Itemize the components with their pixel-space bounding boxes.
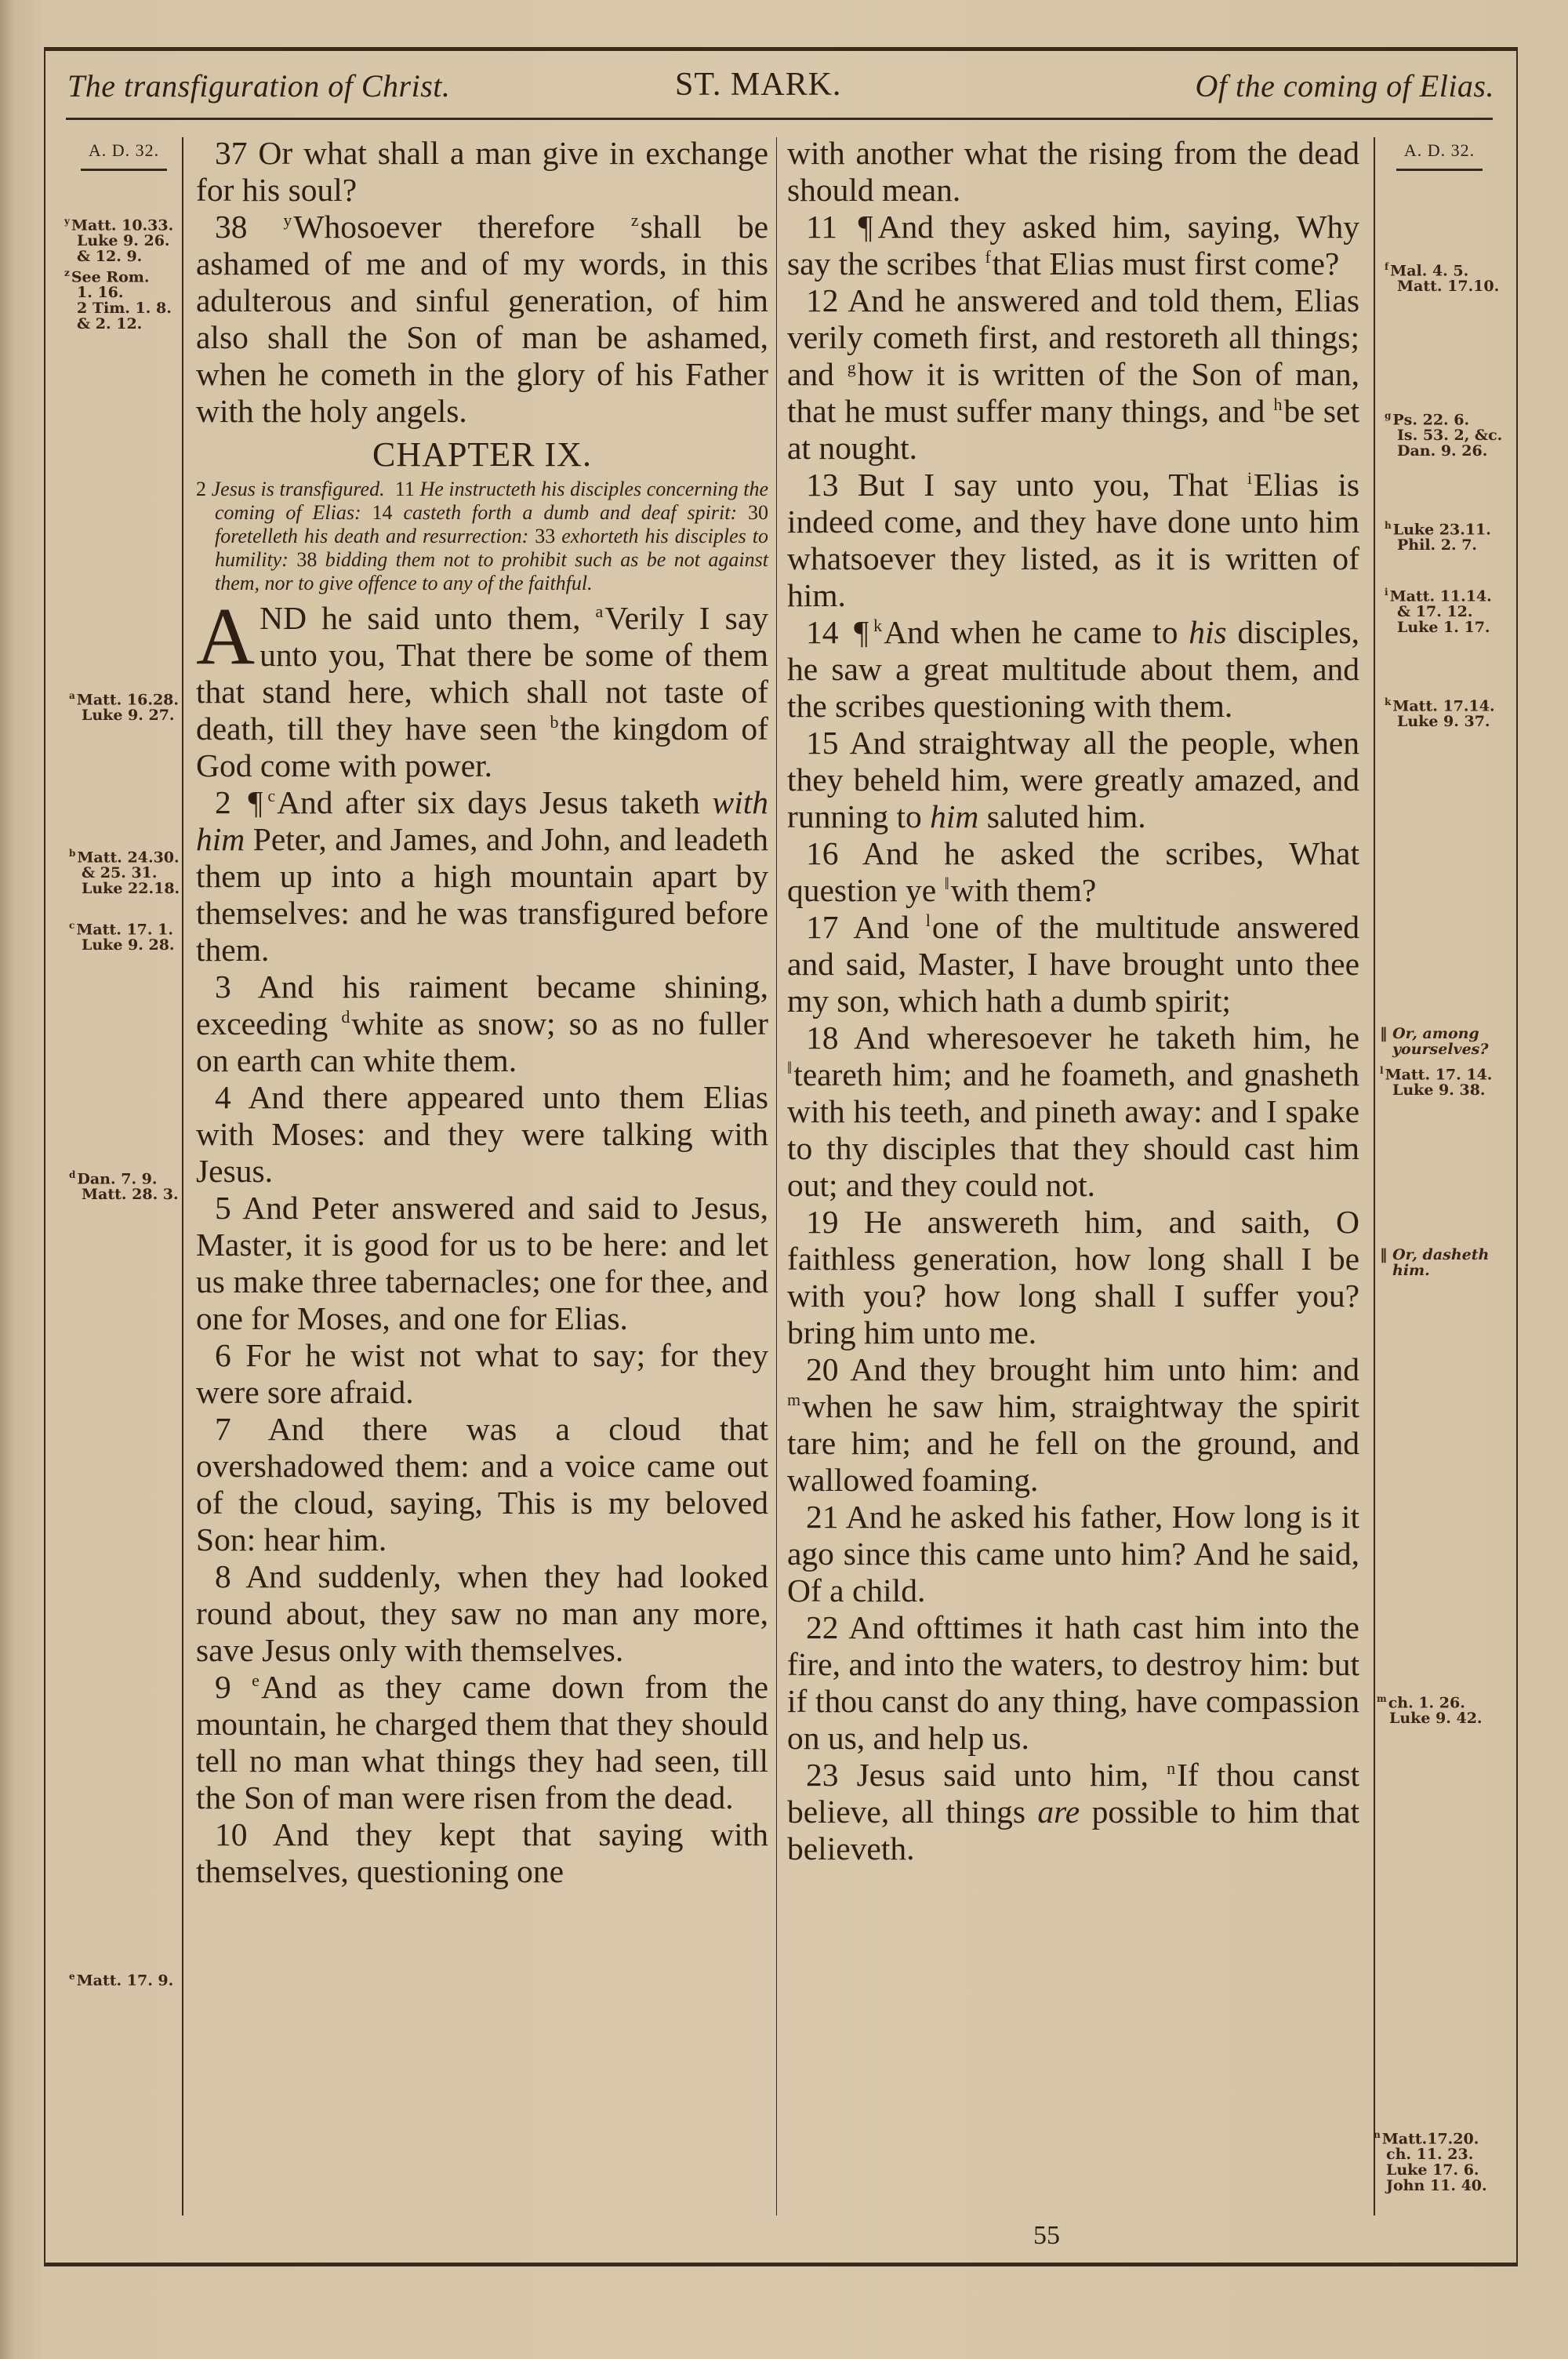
- verse-9-20: 20 And they brought him unto him: and $^m$when he saw him, straightway the spirit tare him; and he fell on the ground, and wallowed foaming.: [787, 1351, 1359, 1498]
- verse-9-9: 9 $^e$And as they came down from the mountain, he charged them that they should tell no man what things they had seen, till the Son of man were risen from the dead.: [196, 1669, 769, 1816]
- reference-note-z: $^z$ See Rom. 1. 16. 2 Tim. 1. 8. & 2. 12.: [64, 267, 172, 333]
- verse-8-38: 38 $^y$Whosoever therefore $^z$shall be ashamed of me and of my words, in this adulterous and sinful generation, of him also shall the Son of man be ashamed, when he cometh in the glory of his Father with the holy angels.: [196, 209, 768, 429]
- reference-note-e: $^e$ Matt. 17. 9.: [69, 1971, 174, 1990]
- date-label-right: A. D. 32.: [1403, 140, 1475, 160]
- verse-9-17: 17 And $^l$one of the multitude answered and said, Master, I have brought unto thee my son, which hath a dumb spirit;: [787, 909, 1359, 1019]
- verse-9-4: 4 And there appeared unto them Elias with Moses: and they were talking with Jesus.: [196, 1079, 768, 1189]
- reference-note-i: $^i$ Matt. 11.14. & 17. 12. Luke 1. 17.: [1385, 587, 1492, 637]
- verse-9-14: 14 ¶ $^k$And when he came to his disciples, he saw a great multitude about them, and the scribes questioning with them.: [787, 614, 1360, 724]
- reference-note-a: $^a$ Matt. 16.28. Luke 9. 27.: [69, 690, 180, 725]
- running-head-left: The transfiguration of Christ.: [67, 67, 451, 104]
- pilcrow-icon: ¶: [854, 614, 869, 650]
- verse-9-3: 3 And his raiment became shining, exceeding $^d$white as snow; so as no fuller on earth can white them.: [196, 969, 769, 1078]
- verse-9-5: 5 And Peter answered and said to Jesus, Master, it is good for us to be here: and let us make three tabernacles; one for thee, and one for Moses, and one for Elias.: [196, 1190, 768, 1336]
- reference-note-n: $^n$ Matt.17.20. ch. 11. 23. Luke 17. 6. John 11. 40.: [1374, 2129, 1487, 2195]
- verse-9-21: 21 And he asked his father, How long is it ago since this came unto him? And he said, Of a child.: [787, 1499, 1359, 1608]
- reference-note-l: $^l$ Matt. 17. 14. Luke 9. 38.: [1380, 1065, 1493, 1100]
- pilcrow-icon: ¶: [858, 209, 873, 245]
- verse-9-6: 6 For he wist not what to say; for they were sore afraid.: [196, 1337, 769, 1410]
- text-column-left: [196, 135, 768, 1890]
- reference-note-k: $^k$ Matt. 17.14. Luke 9. 37.: [1385, 696, 1495, 731]
- verse-9-19: 19 He answereth him, and saith, O faithless generation, how long shall I be with you? how long shall I suffer you? bring him unto me.: [787, 1204, 1360, 1350]
- running-head-book: ST. MARK.: [675, 67, 842, 103]
- verse-9-22: 22 And ofttimes it hath cast him into the fire, and into the waters, to destroy him: but if thou canst do any thing, have compassion on us, and help us.: [787, 1609, 1359, 1756]
- reference-note-y: $^y$ Matt. 10.33. Luke 9. 26. & 12. 9.: [64, 216, 174, 266]
- date-label-left: A. D. 32.: [88, 140, 160, 160]
- verse-8-37: 37 Or what shall a man give in exchange for his soul?: [196, 135, 768, 208]
- verse-9-7: 7 And there was a cloud that overshadowed them: and a voice came out of the cloud, saying, This is my beloved Son: hear him.: [196, 1411, 768, 1558]
- running-head-right: Of the coming of Elias.: [1195, 67, 1494, 104]
- reference-note-g: $^g$ Ps. 22. 6. Is. 53. 2, &c. Dan. 9. 26.: [1385, 410, 1503, 460]
- header-rule: [66, 118, 1493, 120]
- verse-9-13: 13 But I say unto you, That $^i$Elias is indeed come, and they have done unto him whatsoever they listed, as it is written of him.: [787, 467, 1360, 613]
- verse-9-18: 18 And wheresoever he taketh him, he ‖teareth him; and he foameth, and gnasheth with his teeth, and pineth away: and I spake to thy disciples that they should cast him out; and they could not.: [787, 1020, 1359, 1203]
- verse-9-10: 10 And they kept that saying with themselves, questioning one: [196, 1816, 768, 1889]
- chapter-summary: 2 Jesus is transfigured. 11 He instructeth his disciples concerning the coming of Elias: 14 casteth forth a dumb and deaf spirit: 30 foretelleth his death and resurrection: 33 exhorteth his disciples to humility: 38 bidding them not to prohibit such as be not against them, nor to give offence to any of the faithful.: [196, 478, 769, 594]
- verse-9-12: 12 And he answered and told them, Elias verily cometh first, and restoreth all things; and $^g$how it is written of the Son of man, that he must suffer many things, and $^h$be set at nought.: [787, 282, 1360, 466]
- alternate-reading-dasheth: ‖ Or, dasheth him.: [1380, 1246, 1490, 1279]
- column-rule-right: [1374, 137, 1375, 2215]
- column-rule-center: [776, 137, 777, 2215]
- date-rule-right: [1396, 169, 1483, 171]
- verse-9-10-continued: with another what the rising from the dead should mean.: [787, 135, 1359, 208]
- running-head: [67, 63, 1494, 108]
- verse-9-23: 23 Jesus said unto him, $^n$If thou canst believe, all things are possible to him that believeth.: [787, 1757, 1360, 1866]
- alternate-reading-among-yourselves: ‖ Or, among yourselves?: [1380, 1025, 1489, 1058]
- chapter-heading: CHAPTER IX.: [372, 435, 592, 474]
- verse-9-16: 16 And he asked the scribes, What question ye ‖with them?: [787, 835, 1359, 908]
- verse-9-11: 11 ¶ And they asked him, saying, Why say the scribes $^f$that Elias must first come?: [787, 209, 1359, 282]
- reference-note-d: $^d$ Dan. 7. 9. Matt. 28. 3.: [69, 1169, 179, 1204]
- column-rule-left: [182, 137, 183, 2215]
- reference-note-c: $^c$ Matt. 17. 1. Luke 9. 28.: [69, 920, 175, 954]
- reference-note-f: $^f$ Mal. 4. 5. Matt. 17.10.: [1385, 261, 1500, 296]
- verse-9-15: 15 And straightway all the people, when they beheld him, were greatly amazed, and running to him saluted him.: [787, 725, 1359, 834]
- pilcrow-icon: ¶: [248, 784, 263, 820]
- reference-note-h: $^h$ Luke 23.11. Phil. 2. 7.: [1385, 520, 1491, 554]
- reference-note-b: $^b$ Matt. 24.30. & 25. 31. Luke 22.18.: [69, 848, 180, 898]
- date-rule-left: [81, 169, 167, 171]
- drop-cap: A: [196, 591, 256, 682]
- text-column-right: [787, 135, 1359, 1867]
- page-number: 55: [1033, 2221, 1060, 2250]
- verse-9-2: 2 ¶ $^c$And after six days Jesus taketh with him Peter, and James, and John, and leadeth them up into a high mountain apart by themselves: and he was transfigured before them.: [196, 784, 769, 968]
- verse-9-8: 8 And suddenly, when they had looked round about, they saw no man any more, save Jesus only with themselves.: [196, 1558, 768, 1668]
- reference-note-m: $^m$ ch. 1. 26. Luke 9. 42.: [1377, 1693, 1483, 1728]
- verse-9-1: AND he said unto them, $^a$Verily I say unto you, That there be some of them that stand here, which shall not taste of death, till they have seen $^b$the kingdom of God come with power.: [196, 591, 769, 783]
